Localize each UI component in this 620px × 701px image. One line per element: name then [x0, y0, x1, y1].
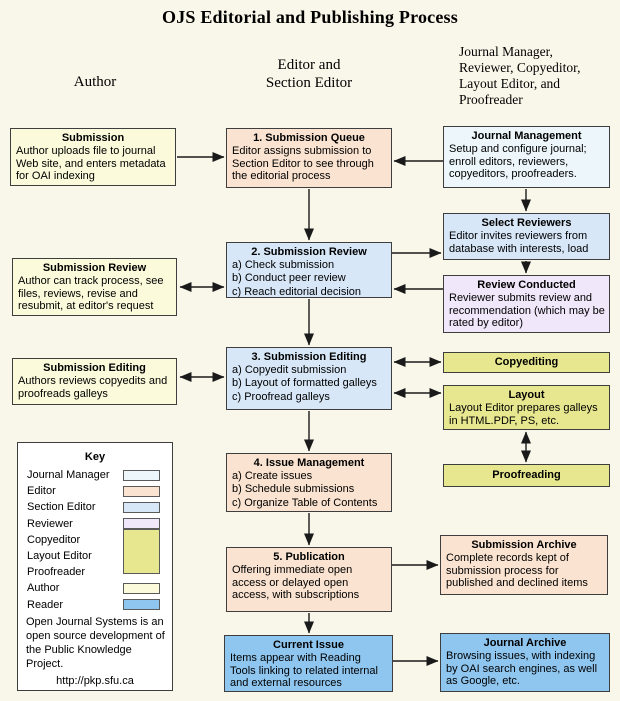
legend-url: http://pkp.sfu.ca	[56, 675, 134, 687]
box-title: Layout	[508, 389, 545, 401]
box-body: Browsing issues, with indexing by OAI search engines, as well as Google, etc.	[446, 650, 598, 688]
column-header-editor	[236, 56, 382, 92]
box-item: a) Check submission	[232, 259, 335, 271]
box-title: Submission Editing	[43, 362, 146, 374]
box-body: Setup and configure journal; enroll editors, reviewers, copyeditors, proofreaders.	[449, 143, 587, 181]
column-header-roles	[459, 44, 614, 108]
legend-row-journal-manager	[18, 467, 172, 483]
box-body: Authors reviews copyedits and proofreads galleys	[18, 375, 168, 400]
legend-row-section-editor	[18, 499, 172, 515]
box-title: Copyediting	[494, 356, 559, 368]
box-body: Editor assigns submission to Section Editor to see through the editorial process	[232, 145, 374, 183]
legend-label: Layout Editor	[27, 550, 92, 563]
column-header-roles-line1: Journal Manager,	[459, 44, 553, 59]
box-body: Offering immediate open access or delayed open access, with subscriptions	[232, 564, 360, 602]
legend-label: Copyeditor	[27, 533, 81, 546]
legend-label: Section Editor	[27, 501, 96, 514]
legend-note: Open Journal Systems is an open source development of the Public Knowledge Project.	[26, 616, 165, 670]
legend-label: Editor	[27, 485, 56, 498]
box-title: Submission	[61, 132, 125, 144]
box-submission	[10, 128, 176, 186]
box-title: Journal Management	[471, 130, 582, 142]
legend-label: Author	[27, 582, 60, 595]
column-header-author: Author	[73, 74, 117, 90]
box-body: Items appear with Reading Tools linking to related internal and external resources	[230, 652, 378, 690]
box-title: 1. Submission Queue	[253, 132, 365, 144]
box-item: b) Layout of formatted galleys	[232, 377, 377, 390]
legend-row-reader	[18, 597, 172, 613]
box-item: c) Reach editorial decision	[232, 285, 362, 298]
box-layout	[443, 385, 610, 430]
box-item: a) Create issues	[232, 470, 313, 482]
legend-swatch-staff-group	[123, 529, 160, 574]
box-current-issue	[224, 635, 393, 692]
box-submission-editing-author	[12, 358, 177, 405]
box-submission-archive	[440, 535, 608, 595]
box-title: Review Conducted	[477, 279, 576, 291]
box-journal-management	[443, 126, 610, 188]
legend-swatch-editor	[123, 486, 160, 497]
box-title: Proofreading	[492, 469, 561, 481]
box-item: c) Proofread galleys	[232, 390, 330, 403]
box-review-conducted	[443, 275, 610, 333]
legend-label: Reviewer	[27, 517, 73, 530]
legend-swatch-author	[123, 583, 160, 594]
box-submission-review-author	[12, 258, 177, 316]
box-title: Journal Archive	[483, 637, 567, 649]
box-item: a) Copyedit submission	[232, 364, 347, 376]
box-copyediting	[443, 352, 610, 373]
column-header-editor-line2: Section Editor	[265, 75, 353, 91]
box-title: Select Reviewers	[481, 217, 572, 229]
legend-row-editor	[18, 483, 172, 499]
box-item: b) Schedule submissions	[232, 483, 355, 496]
box-title: 3. Submission Editing	[251, 351, 367, 363]
column-header-roles-line4: Proofreader	[459, 92, 523, 107]
box-title: Submission Archive	[471, 539, 577, 551]
legend-swatch-reviewer	[123, 518, 160, 529]
box-title: 2. Submission Review	[251, 246, 367, 258]
legend-label: Reader	[27, 598, 64, 611]
box-issue-management	[226, 453, 392, 512]
box-body: Reviewer submits review and recommendation (which may be rated by editor)	[449, 292, 605, 330]
legend-row-author	[18, 580, 172, 596]
column-header-editor-line1: Editor and	[277, 57, 341, 73]
box-journal-archive	[440, 633, 610, 692]
legend-swatch-reader	[123, 599, 160, 610]
box-title: Current Issue	[273, 639, 344, 651]
legend-key-box	[17, 442, 173, 691]
box-title: 5. Publication	[273, 551, 345, 563]
box-submission-review	[226, 242, 392, 298]
box-publication	[226, 547, 392, 612]
box-body: Author uploads file to journal Web site, and enters metadata for OAI indexing	[16, 145, 166, 183]
box-item: b) Conduct peer review	[232, 272, 346, 285]
box-body: Complete records kept of submission process for published and declined items	[446, 552, 588, 590]
legend-swatch-journal-manager	[123, 470, 160, 481]
box-body: Author can track process, see files, reviews, revise and resubmit, at editor's request	[18, 275, 164, 313]
box-body: Layout Editor prepares galleys in HTML.PDF, PS, etc.	[449, 402, 598, 427]
box-title: Submission Review	[42, 262, 147, 274]
box-body: Editor invites reviewers from database with interests, load	[449, 230, 589, 255]
page-title: OJS Editorial and Publishing Process	[162, 7, 458, 27]
box-item: c) Organize Table of Contents	[232, 496, 378, 509]
legend-swatch-section-editor	[123, 502, 160, 513]
box-proofreading	[443, 464, 610, 487]
column-header-roles-line3: Layout Editor, and	[459, 76, 561, 91]
box-select-reviewers	[443, 213, 610, 260]
legend-label: Journal Manager	[27, 469, 110, 482]
column-header-roles-line2: Reviewer, Copyeditor,	[459, 60, 581, 75]
box-title: 4. Issue Management	[253, 457, 365, 469]
legend-label: Proofreader	[27, 566, 86, 579]
box-submission-editing	[226, 347, 392, 410]
legend-title: Key	[84, 451, 106, 463]
box-submission-queue	[226, 128, 392, 188]
